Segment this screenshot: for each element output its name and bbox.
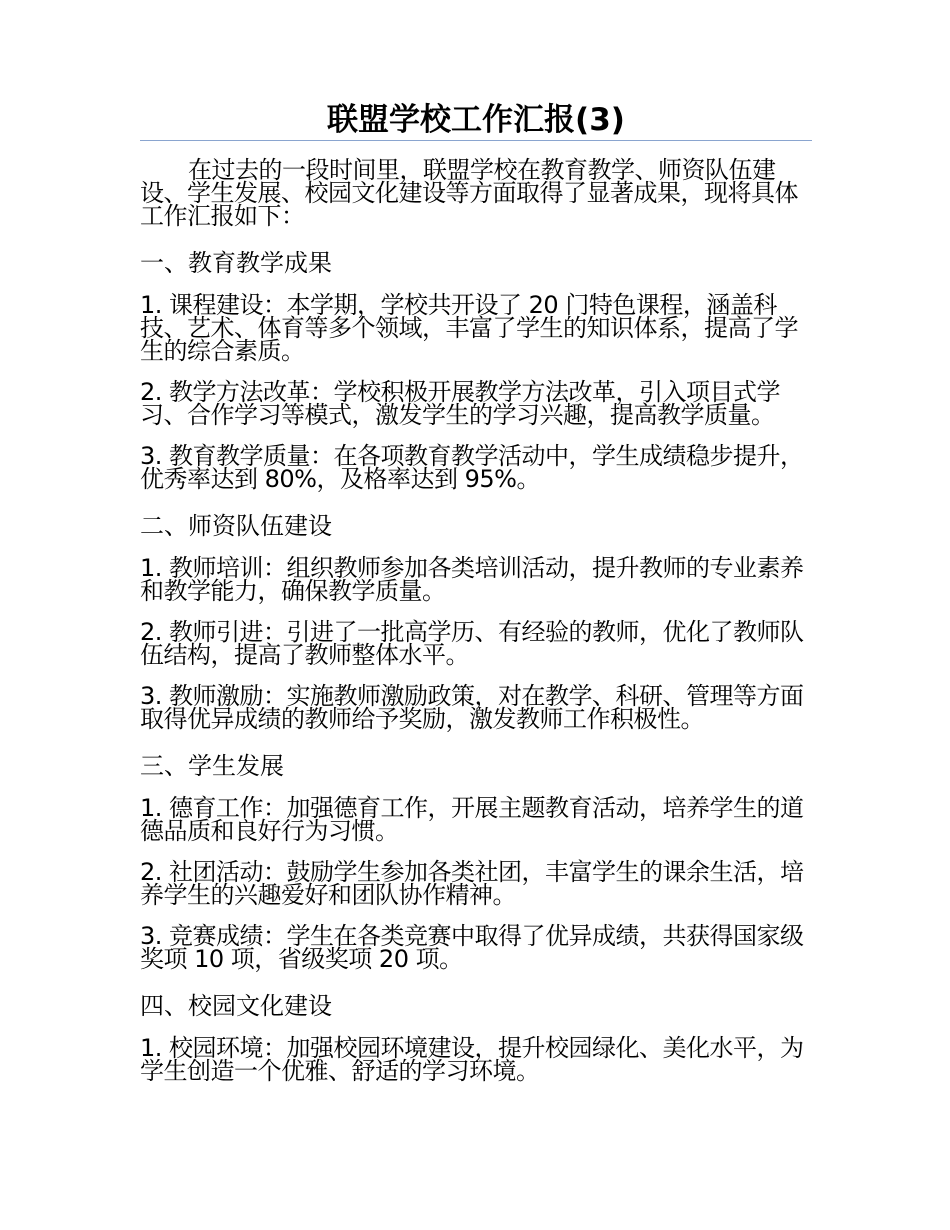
list-item: 2. 教师引进：引进了一批高学历、有经验的教师，优化了教师队伍结构，提高了教师整体水平。 (140, 618, 804, 669)
document-title: 联盟学校工作汇报(3) (140, 100, 812, 141)
list-item: 2. 社团活动：鼓励学生参加各类社团，丰富学生的课余生活，培养学生的兴趣爱好和团队协作精神。 (140, 858, 804, 909)
list-item: 3. 教师激励：实施教师激励政策，对在教学、科研、管理等方面取得优异成绩的教师给予奖励，激发教师工作积极性。 (140, 682, 804, 733)
section-heading: 二、师资队伍建设 (140, 512, 332, 540)
section-heading: 四、校园文化建设 (140, 992, 332, 1020)
document-page (140, 100, 812, 1083)
list-item: 1. 德育工作：加强德育工作，开展主题教育活动，培养学生的道德品质和良好行为习惯。 (140, 794, 804, 845)
list-item: 1. 校园环境：加强校园环境建设，提升校园绿化、美化水平，为学生创造一个优雅、舒适的学习环境。 (140, 1034, 804, 1085)
section-teachers (140, 513, 812, 731)
list-item: 2. 教学方法改革：学校积极开展教学方法改革，引入项目式学习、合作学习等模式，激发学生的学习兴趣，提高教学质量。 (140, 378, 781, 429)
list-item: 1. 教师培训：组织教师参加各类培训活动，提升教师的专业素养和教学能力，确保教学质量。 (140, 554, 804, 605)
list-item: 3. 教育教学质量：在各项教育教学活动中，学生成绩稳步提升，优秀率达到 80%，及格率达到 95%。 (140, 442, 804, 493)
section-heading: 三、学生发展 (140, 752, 284, 780)
intro-paragraph: 在过去的一段时间里，联盟学校在教育教学、师资队伍建设、学生发展、校园文化建设等方面取得了显著成果，现将具体工作汇报如下： (140, 156, 798, 230)
list-item: 3. 竞赛成绩：学生在各类竞赛中取得了优异成绩，共获得国家级奖项 10 项，省级奖项 20 项。 (140, 922, 804, 973)
section-students (140, 753, 812, 971)
section-heading: 一、教育教学成果 (140, 249, 332, 277)
list-item: 1. 课程建设：本学期，学校共开设了 20 门特色课程，涵盖科技、艺术、体育等多个领域，丰富了学生的知识体系，提高了学生的综合素质。 (140, 291, 798, 365)
section-campus-culture (140, 993, 812, 1083)
section-education (140, 250, 812, 491)
